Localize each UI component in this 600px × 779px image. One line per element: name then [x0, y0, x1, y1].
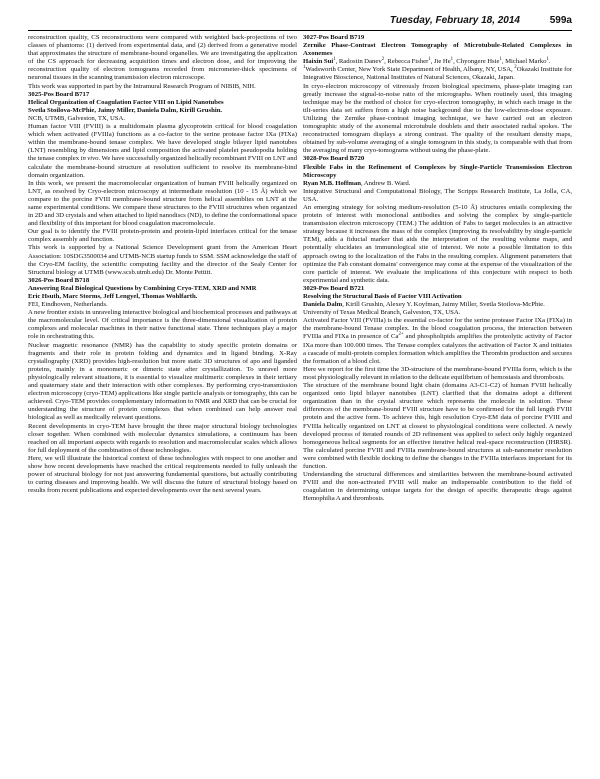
co-authors: , Andrew B. Ward.: [360, 179, 411, 187]
presenting-author: Eric Hsuth, Marc Storms, Jeff Lengyel, Thomas Wohlfarth.: [28, 293, 198, 300]
poster-board: 3027-Pos Board B719: [303, 34, 365, 41]
abstract-title: Answering Real Biological Questions by Combining Cryo-TEM, XRD and NMR: [28, 284, 257, 292]
co-authors: , Kirill Grushin, Alexey Y. Koyfman, Jaimy Miller, Svetla Stoilova-McPhie.: [342, 301, 545, 309]
abstract-body: An emerging strategy for solving medium-resolution (5-10 Å) structures entails complexing the protein of interest with monoclonal antibodies and solving the complex by single-particle transmission electron microscopy (TEM.) The addition of Fabs to target molecules is an attractive strategy because it increases the mass of the complex (improving its resolvability by single-particle TEM), adds a fiducial marker that aids the interpretation of the resulting volume maps, and potentially elucidates an immunological site of interest. We note a possible limitation to this approach owing to the localization of the Fabs in the resulting complex. Alignment parameters that optimize the Fab constant domains' convergence may come at the expense of the visualization of the core particle of interest. We evaluate the implications of this conjecture with respect to both experimental and synthetic data.: [303, 203, 572, 284]
superscript: 2+: [398, 332, 404, 338]
abstract-body: Recent developments in cryo-TEM have brought the three major structural biology technologies closer together. When combined with molecular dynamics simulations, a continuum has been reached on all important aspects with regards to resolution and macromolecular scales which allows for full deployment of the combination of these technologies.: [28, 422, 297, 454]
affil-mark: 1: [333, 57, 336, 63]
page-number: 599a: [549, 15, 572, 26]
co-authors: .: [548, 58, 551, 66]
abstract-title: Helical Organization of Coagulation Factor VIII on Lipid Nanotubes: [28, 98, 224, 106]
body-text: Activated Factor VIII (FVIIIa) is the essential co-factor for the serine protease Factor IXa (FIXa) in the membrane-bound Tenase complex. In the blood coagulation process, the interaction between FVIIIa and FIXa in presence of Ca: [303, 317, 572, 341]
affil-mark: 1: [428, 57, 431, 63]
body-text: and phospholipids amplifies the proteolytic activity of Factor IXa more than 100.000 times. The Tenase complex catalyzes the activation of Factor X and initiates a cascade of multi-protein complex formation which amplifies the Thrombin production and secures the formation of a blood clot.: [303, 333, 572, 365]
abstract-body: Our goal is to identify the FVIII protein-protein and protein-lipid interfaces critical for the tenase complex assembly and function.: [28, 228, 297, 244]
co-authors: , Radostin Danev: [335, 58, 382, 66]
poster-board: 3025-Pos Board B717: [28, 90, 90, 98]
abstract-affiliation: NCB, UTMB, Galveston, TX, USA.: [28, 114, 126, 122]
affil-mark: 1: [499, 57, 502, 63]
affiliation-text: Okazaki Institute for Integrative Bioscience, National Institutes of Natural Sciences, Okazaki, Japan.: [303, 66, 573, 82]
abstract-body: This work is supported by a National Science Development grant from the American Heart Association: 10SDG3500034 and UTMB-NCB startup funds to SSM. SSM acknowledge the staff of the Cryo-EM facility, the scientific computing facility and the director of the Sealy Center for Structural biology at UTMB (www.scsb.utmb.edu) Dr. Monte Pettitt.: [28, 244, 297, 276]
acknowledgement: This work was supported in part by the Intramural Research Program of NIBIB, NIH.: [28, 82, 256, 90]
running-header: [28, 12, 572, 31]
co-authors: , Chyongere Hsie: [453, 58, 500, 66]
abstract-title: Zernike Phase-Contrast Electron Tomography of Microtubule-Related Complexes in Axonemes: [303, 42, 572, 58]
abstract-affiliation: [303, 66, 572, 82]
abstract-body: Here, we will illustrate the historical context of these technologies with respect to one another and show how recent developments have reached the critical requirements needed to fully unleash the power of structural biology for not just answering fundamental questions, but actually contributing to curing diseases and improving health. We will discuss the future of structural biology based on results from recent publications and expected developments over the next several years.: [28, 454, 297, 495]
abstract-body: In cryo-electron microscopy of vitreously frozen biological specimens, phase-plate imaging can greatly increase the signal-to-noise ratio of the micrographs. When routinely used, this imaging technique may be the method of choice for cryo-electron tomography, in which each image in the tilt-series data set suffers from a high noise background due to the low-electron-dose exposure. Utilizing the Zernike phase-contrast imaging technique, we have carried out an electron tomographic study of the axonemal microtubule doublets and their associated radial spokes. The reconstructed tomogram displays a strong contrast. The quality of the resultant density maps, obtained by sub-volume averaging of a single tomogram in this study, is comparable with that from the averaging of many cryo-tomograms without using the phase-plate.: [303, 82, 572, 155]
body-italic: in vivo: [80, 155, 99, 163]
abstract-affiliation: Integrative Structural and Computational Biology, The Scripps Research Institute, La Jolla, CA, USA.: [303, 187, 572, 203]
abstract-body: Here we report for the first time the 3D-structure of the membrane-bound FVIIIa form, which is the most physiologically relevant in relation to the delicate equilibrium of hemostasis and thrombosis.: [303, 365, 572, 381]
abstract-body: [28, 123, 297, 180]
abstract-body: Nuclear magnetic resonance (NMR) has the capability to study specific protein domains or fragments and their role in protein folding and dynamics and in ligand binding. X-Ray crystallography (XRD) provides high-resolution but more static 3D structures of apo and liganded proteins, mainly in a monomeric or dimeric state after crystallization. To unravel more physiologically relevant situations, it is essential to visualize multimeric complexes in their tertiary and quaternary state and their interaction with other complexes. By performing cryo-transmission electron microscopy (cryo-TEM) applications like single particle analysis or tomography, this can be achieved. Cryo-TEM provides complementary information to NMR and XRD that can be crucial for understanding the structure of protein complexes that when combined can help answer real biological as well as medically relevant questions.: [28, 341, 297, 422]
header-date: Tuesday, February 18, 2014: [389, 15, 520, 26]
body-text: Human factor VIII (FVIII) is a multidomain plasma glycoprotein critical for blood coagulation which when activated (FVIIIa) functions as a co-factor to the serine protease factor IXa (FIXa) within the membrane-bound tenase complex. We have developed single bilayer lipid nanotubes (LNT) resembling by dimensions and lipid composition the activated platelet pseudopodia holding the tenase complex: [28, 123, 297, 163]
abstract-body: The structure of the membrane bound light chain (domains A3-C1-C2) of human FVIII helically organized onto lipid bilayer nanotubes (LNT) clarified that the domains adopt a different organization than in the crystal structure which represents the molecule in solution. These differences of the membrane-bound FVIII structure have to be confirmed for the full length FVIII protein and the active form. To achieve this, high resolution Cryo-EM data of porcine FVIII and FVIIIa helically organized on LNT at closest to physiological conditions were collected. A newly developed process of iterated rounds of 2D refinement was applied to select only highly organized homogeneous helical segments for an effective iterative helical real-space reconstruction (IHRSR). The calculated porcine FVIII and FVIIIa membrane-bound structures at sub-nanometer resolution were combined with flexible docking to define the changes in the FVIIIa interfaces important for its function.: [303, 382, 572, 470]
affil-mark: 2: [381, 57, 385, 63]
co-authors: , Michael Marko: [501, 58, 547, 66]
affil-mark: 1: [303, 65, 306, 71]
abstract-body: In this work, we present the macromolecular organization of human FVIII helically organized on LNT, as resolved by Cryo-electron microscopy at intermediate resolution (10 - 15 Å) which we compare to the porcine FVIII membrane-bound structure from helical assemblies on LNT at the same experimental conditions. We compare these structures to the FVIII structures when organized in 2D and 3D crystals and when attached to lipid nanodiscs (ND), to define the conformational space and flexibility of this important for blood coagulation macromolecule.: [28, 179, 297, 228]
abstract-body: Understanding the structural differences and similarities between the membrane-bound activated FVIII and the non-activated FVIII will make an indispensable contribution to the field of coagulation in determining unique targets for the design of specific therapeutic drugs against Hemophilia A and thrombosis.: [303, 471, 572, 503]
left-column: [28, 34, 297, 495]
presenting-author: Ryan M.B. Hoffman: [303, 179, 361, 187]
abstract-3028: [303, 155, 572, 285]
abstract-body: A new frontier exists in unraveling interactive biological and biochemical processes and pathways at the macromolecular level. Of critical importance is the three-dimensional visualization of protein complexes and molecular machines in their native functional state. Three techniques play a major role in orchestrating this.: [28, 309, 297, 341]
abstract-affiliation: University of Texas Medical Branch, Galveston, TX, USA.: [303, 309, 461, 317]
abstract-authors: [303, 180, 572, 188]
co-authors: , Rebecca Fisher: [384, 58, 429, 66]
abstract-authors: [28, 293, 297, 301]
abstract-authors: [303, 301, 572, 309]
co-authors: , Jie He: [430, 58, 451, 66]
affil-mark: 1: [546, 57, 549, 63]
body-text: . We have successfully organized helically recombinant FVIII on LNT and calculate the membrane-bound structure at resolution sufficient to resolve its membrane-bind domain organization.: [28, 155, 297, 179]
abstract-3029: [303, 285, 572, 504]
presenting-author: Daniela Dalm: [303, 301, 343, 309]
affiliation-text: Wadsworth Center, New York State Department of Health, Albany, NY, USA,: [305, 66, 515, 74]
abstract-3025: [28, 91, 297, 277]
poster-board: 3028-Pos Board B720: [303, 155, 365, 163]
abstract-3027: [303, 34, 572, 155]
presenting-author: Svetla Stoilova-McPhie, Jaimy Miller, Daniela Dalm, Kirill Grushin.: [28, 106, 223, 114]
abstract-authors: [28, 107, 297, 115]
abstract-body: [303, 317, 572, 366]
affil-mark: 2: [514, 65, 517, 71]
right-column: [303, 34, 572, 503]
presenting-author: Haixin Sui: [303, 58, 334, 66]
abstract-title: Resolving the Structural Basis of Factor VIII Activation: [303, 293, 462, 300]
poster-board: 3029-Pos Board B721: [303, 284, 365, 292]
abstract-affiliation: FEI, Eindhoven, Netherlands.: [28, 301, 108, 309]
abstract-3026: [28, 277, 297, 496]
continued-text: reconstruction quality, CS reconstructions were compared with weighted back-projections of two classes of phantoms: (1) derived from experimental data, and (2) derived from a generative model that approximates the structure of membrane-bound organelles. We are investigating the application of the CS approach for decreasing acquisition times and electron dose, and for improving the reconstruction quality of electron tomograms recorded from micrometer-thick specimens of neuronal tissues in the scanning transmission electron microscope.: [28, 34, 297, 82]
affil-mark: 1: [450, 57, 454, 63]
poster-board: 3026-Pos Board B718: [28, 276, 90, 284]
abstract-title: Flexible Fabs in the Refinement of Complexes by Single-Particle Transmission Electron Microscopy: [303, 163, 572, 179]
